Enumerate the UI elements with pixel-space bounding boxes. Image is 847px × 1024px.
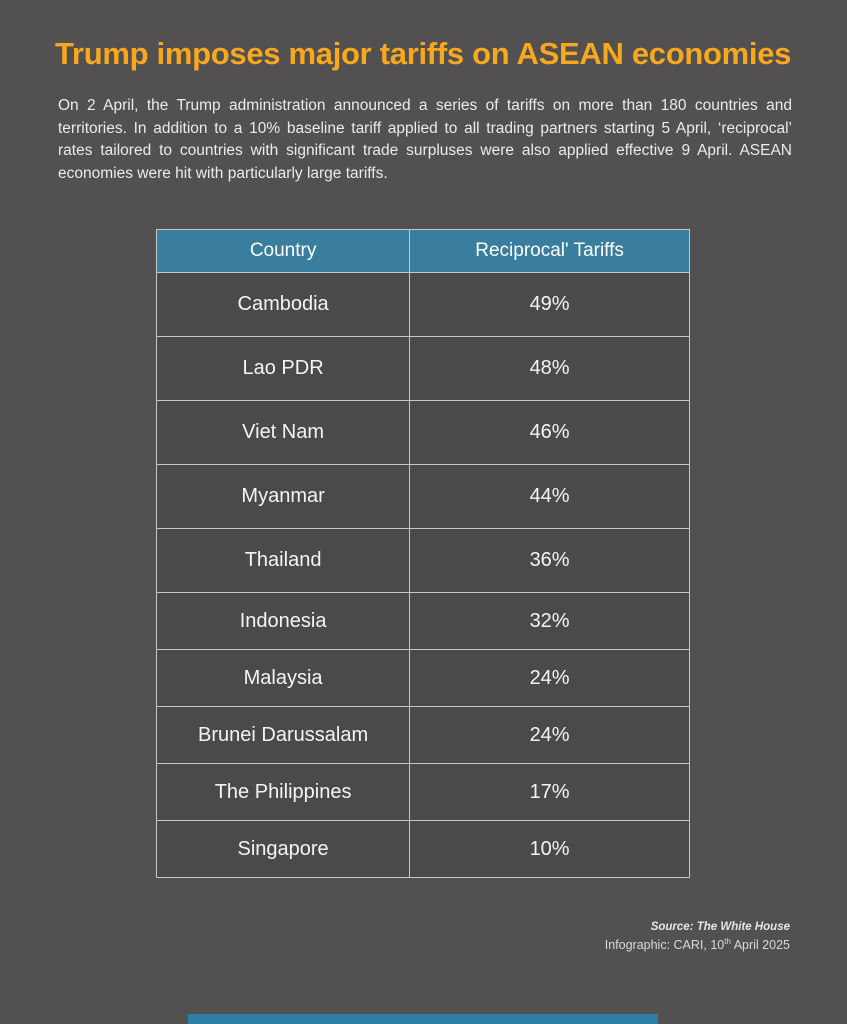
country-cell: Brunei Darussalam — [157, 707, 410, 764]
infographic-credit — [605, 938, 790, 952]
tariff-cell: 36% — [410, 529, 690, 593]
table-row — [157, 529, 690, 593]
credit-suffix: April 2025 — [730, 938, 790, 952]
tariff-cell: 24% — [410, 650, 690, 707]
table-row — [157, 273, 690, 337]
column-header-country: Country — [157, 230, 410, 273]
tariff-table-header — [157, 230, 690, 273]
table-row — [157, 650, 690, 707]
table-row — [157, 707, 690, 764]
tariff-cell: 46% — [410, 401, 690, 465]
table-row — [157, 821, 690, 878]
header-row — [157, 230, 690, 273]
bottom-accent-bar — [188, 1014, 658, 1024]
country-cell: Malaysia — [157, 650, 410, 707]
tariff-cell: 32% — [410, 593, 690, 650]
tariff-table — [156, 229, 690, 878]
tariff-cell: 17% — [410, 764, 690, 821]
country-cell: Indonesia — [157, 593, 410, 650]
country-cell: Lao PDR — [157, 337, 410, 401]
table-row — [157, 401, 690, 465]
country-cell: Thailand — [157, 529, 410, 593]
country-cell: Viet Nam — [157, 401, 410, 465]
country-cell: Cambodia — [157, 273, 410, 337]
tariff-cell: 24% — [410, 707, 690, 764]
tariff-cell: 44% — [410, 465, 690, 529]
column-header-reciprocal-tariffs: Reciprocal' Tariffs — [410, 230, 690, 273]
source-credit: Source: The White House — [650, 921, 790, 933]
tariff-cell: 10% — [410, 821, 690, 878]
table-row — [157, 465, 690, 529]
intro-paragraph: On 2 April, the Trump administration announced a series of tariffs on more than 180 countries and territories. In addition to a 10% baseline tariff applied to all trading partners starting 5 April, ‘reciprocal’ rates tailored to countries with significant trade surpluses were also applied effective 9 April. ASEAN economies were hit with particularly large tariffs. — [58, 97, 792, 182]
country-cell: The Philippines — [157, 764, 410, 821]
table-row — [157, 593, 690, 650]
footer — [605, 921, 790, 952]
page-title: Trump imposes major tariffs on ASEAN economies — [55, 36, 792, 71]
table-row — [157, 764, 690, 821]
tariff-table-body — [157, 273, 690, 878]
tariff-cell: 49% — [410, 273, 690, 337]
credit-ordinal-superscript: th — [724, 936, 731, 946]
table-row — [157, 337, 690, 401]
tariff-cell: 48% — [410, 337, 690, 401]
credit-prefix: Infographic: CARI, 10 — [604, 938, 725, 952]
country-cell: Singapore — [157, 821, 410, 878]
country-cell: Myanmar — [157, 465, 410, 529]
